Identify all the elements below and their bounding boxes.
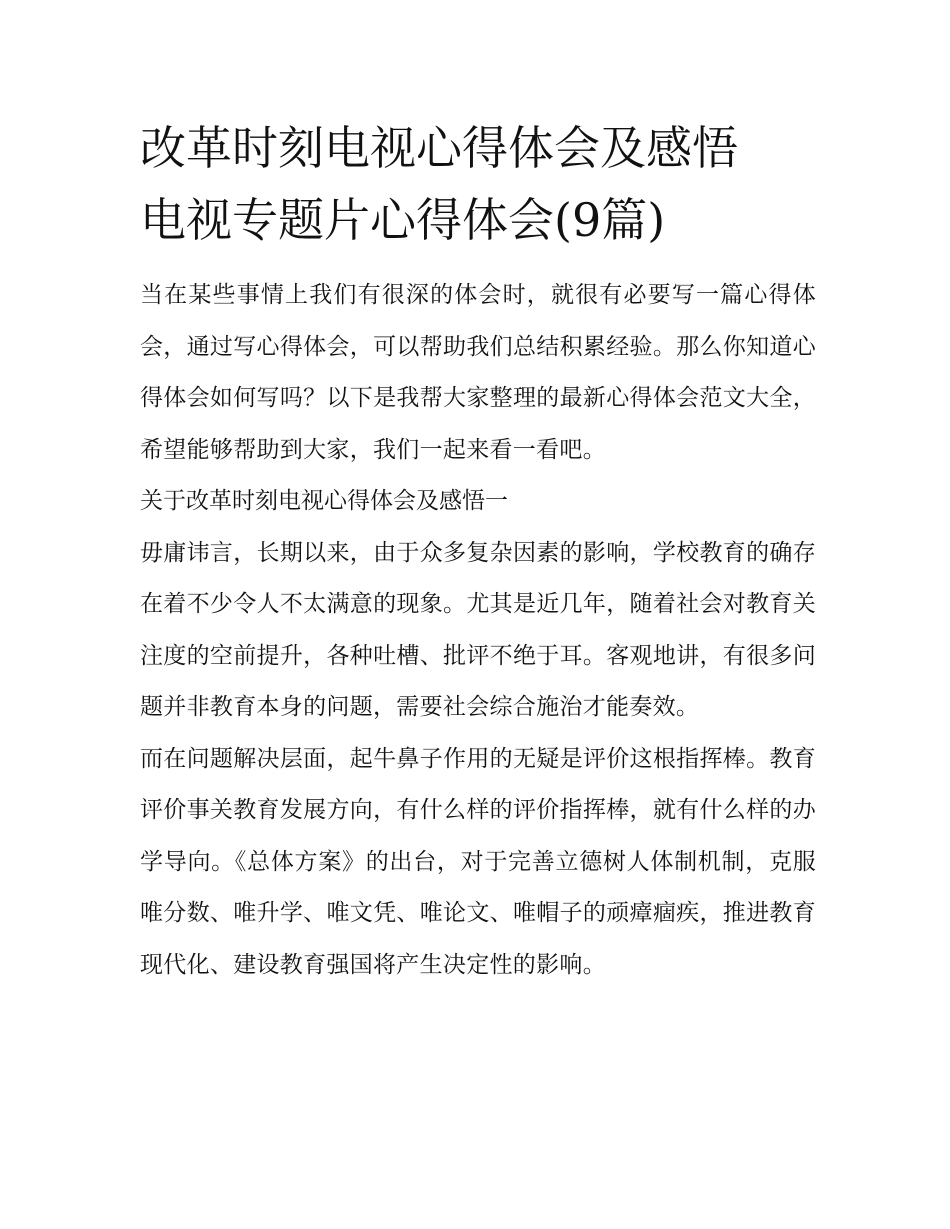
section-heading: 关于改革时刻电视心得体会及感悟一 — [140, 488, 508, 514]
body-paragraph-2: 而在问题解决层面，起牛鼻子作用的无疑是评价这根指挥棒。教育评价事关教育发展方向，有什么样的评价指挥棒，就有什么样的办学导向。《总体方案》的出台，对于完善立德树人体制机制，克服唯分数、唯升学、唯文凭、唯论文、唯帽子的顽瘴痼疾，推进教育现代化、建设教育强国将产生决定性的影响。 — [140, 745, 816, 978]
intro-paragraph: 当在某些事情上我们有很深的体会时，就很有必要写一篇心得体会，通过写心得体会，可以帮助我们总结积累经验。那么你知道心得体会如何写吗？以下是我帮大家整理的最新心得体会范文大全，希望能够帮助到大家，我们一起来看一看吧。 — [140, 282, 816, 463]
title-line-2: 电视专题片心得体会(9篇) — [140, 193, 666, 247]
document-body — [140, 270, 816, 991]
document-title — [140, 112, 816, 256]
body-paragraph-1: 毋庸讳言，长期以来，由于众多复杂因素的影响，学校教育的确存在着不少令人不太满意的现象。尤其是近几年，随着社会对教育关注度的空前提升，各种吐槽、批评不绝于耳。客观地讲，有很多问题并非教育本身的问题，需要社会综合施治才能奏效。 — [140, 539, 816, 720]
title-line-1: 改革时刻电视心得体会及感悟 — [140, 121, 738, 175]
document-page — [140, 112, 816, 991]
